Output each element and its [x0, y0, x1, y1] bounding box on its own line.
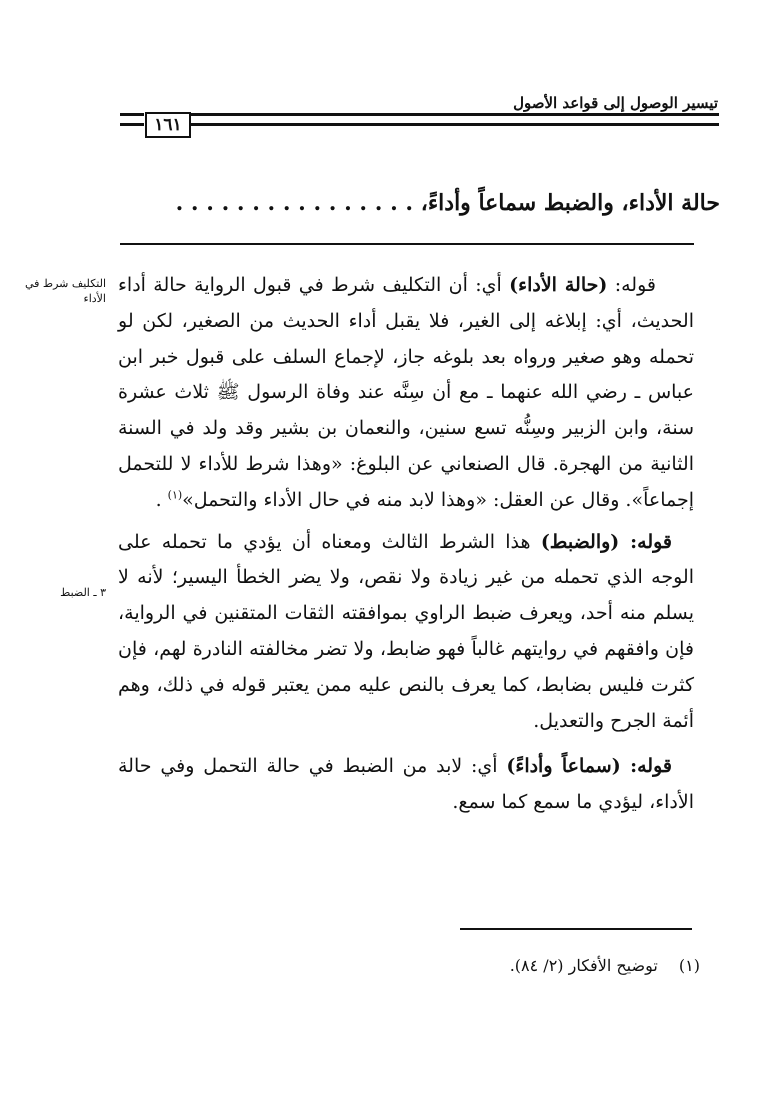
body-text — [118, 268, 694, 821]
section-heading-dots: . . . . . . . . . . . . . . . . — [175, 190, 414, 216]
paragraph-body: أي: أن التكليف شرط في قبول الرواية حالة أداء الحديث، أي: إبلاغه إلى الغير، فلا يقبل أداء الحديث من الصغير، لكن لو تحمله وهو صغير ورواه بعد بلوغه جاز، لإجماع السلف على قبول خبر ابن عباس ـ رضي الله عنهما ـ مع أن سِنَّه عند وفاة الرسول ﷺ ثلاث عشرة سنة، وابن الزبير وسِنُّه تسع سنين، والنعمان بن بشير وقد ولد في السنة الثانية من الهجرة. قال الصنعاني عن البلوغ: «وهذا شرط للأداء لا للتحمل إجماعاً». وقال عن العقل: «وهذا لابد منه في حال الأداء والتحمل» — [118, 274, 694, 511]
paragraph-hal-al-ada — [118, 268, 694, 519]
paragraph-lead: (سماعاً وأداءً) — [506, 755, 621, 778]
paragraph-body: أي: لابد من الضبط في حالة التحمل وفي حالة الأداء، ليؤدي ما سمع كما سمع. — [118, 755, 694, 814]
header-rule-right-bottom — [191, 123, 719, 126]
header-rule-right-top — [191, 113, 719, 116]
page-number: ١٦١ — [145, 112, 191, 138]
paragraph-end: . — [155, 488, 162, 511]
paragraph-al-dabt — [118, 525, 694, 740]
paragraph-body: هذا الشرط الثالث ومعناه أن يؤدي ما تحمله على الوجه الذي تحمله من غير زيادة ولا نقص، ولا يضر الخطأ اليسير؛ لأنه لا يسلم منه أحد، ويعرف ضبط الراوي بموافقته الثقات المتقنين في الرواية، فإن وافقهم في روايتهم غالباً فهو ضابط، ولا تضر مخالفته النادرة لهم، فإن كثرت فليس بضابط، كما يعرف بالنص عليه ممن يعتبر قوله في ذلك، وهم أئمة الجرح والتعديل. — [118, 530, 694, 732]
section-heading — [120, 190, 720, 216]
footnote-rule — [460, 928, 692, 930]
footnote-text: توضيح الأفكار (٢/ ٨٤). — [509, 956, 658, 975]
heading-rule — [120, 243, 694, 245]
margin-note-dabt: ٣ ـ الضبط — [60, 586, 106, 599]
paragraph-intro: قوله: — [620, 755, 672, 778]
header-rule-bottom — [120, 123, 144, 126]
footnote — [300, 956, 700, 975]
section-heading-text: حالة الأداء، والضبط سماعاً وأداءً، — [420, 190, 720, 216]
paragraph-lead: (حالة الأداء) — [509, 274, 608, 296]
paragraph-lead: (والضبط) — [540, 530, 620, 553]
footnote-mark: (١) — [678, 956, 700, 975]
margin-note-taklif: التكليف شرط في الأداء — [24, 277, 106, 305]
paragraph-intro: قوله: — [607, 274, 656, 296]
footnote-reference[interactable]: (١) — [167, 488, 183, 502]
paragraph-samaan-wa-adaan — [118, 749, 694, 821]
header-rule-top — [120, 113, 144, 116]
paragraph-intro: قوله: — [619, 530, 673, 553]
running-header-title: تيسير الوصول إلى قواعد الأصول — [513, 94, 718, 112]
